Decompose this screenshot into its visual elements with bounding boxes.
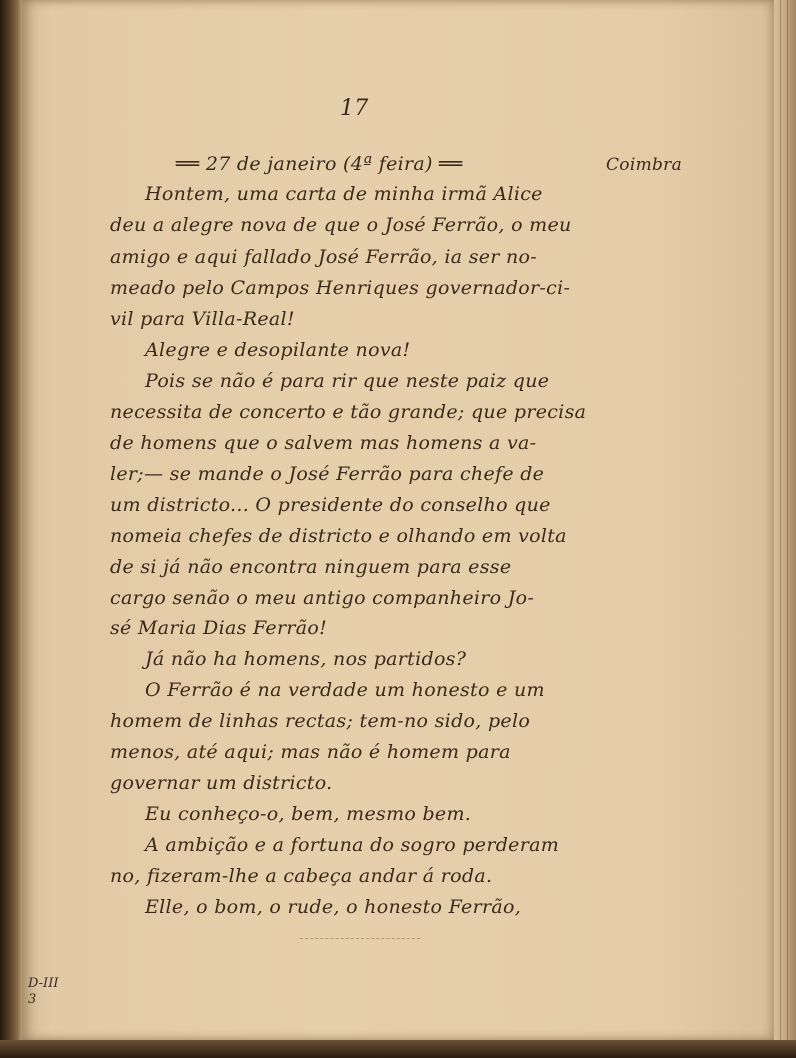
text-line: governar um districto. [110,772,333,794]
text-line: O Ferrão é na verdade um honesto e um [145,679,545,701]
text-line: nomeia chefes de districto e olhando em volta [110,525,567,547]
text-line: sé Maria Dias Ferrão! [110,617,328,639]
binding-edge [0,0,22,1058]
text-line: homem de linhas rectas; tem-no sido, pelo [110,710,531,732]
text-line: de homens que o salvem mas homens a va- [110,432,537,454]
page-stack-edge [774,0,796,1040]
text-line: Já não ha homens, nos partidos? [145,648,467,670]
text-line: ler;— se mande o José Ferrão para chefe de [110,463,545,485]
text-line: Alegre e desopilante nova! [145,339,411,361]
text-line: cargo senão o meu antigo companheiro Jo- [110,587,535,609]
end-rule [300,938,420,940]
text-line: no, fizeram-lhe a cabeça andar á roda. [110,865,493,887]
archive-mark [28,976,58,1008]
date-heading: ══ 27 de janeiro (4ª feira) ══ [176,153,463,175]
text-line: Hontem, uma carta de minha irmã Alice [145,183,543,205]
text-line: meado pelo Campos Henriques governador-ci- [110,277,571,299]
archive-mark-number: 3 [28,992,37,1007]
text-line: vil para Villa-Real! [110,308,295,330]
text-line: Elle, o bom, o rude, o honesto Ferrão, [145,896,522,918]
location-label: Coimbra [606,155,683,175]
text-line: necessita de concerto e tão grande; que precisa [110,401,587,423]
archive-mark-code: D-III [28,976,59,991]
text-line: deu a alegre nova de que o José Ferrão, o meu [110,214,572,236]
text-line: A ambição e a fortuna do sogro perderam [145,834,560,856]
text-line: menos, até aqui; mas não é homem para [110,741,511,763]
text-line: de si já não encontra ninguem para esse [110,556,512,578]
text-line: Eu conheço-o, bem, mesmo bem. [145,803,472,825]
text-line: amigo e aqui fallado José Ferrão, ia ser no- [110,246,538,268]
page-number: 17 [340,96,369,121]
text-line: um districto... O presidente do conselho que [110,494,551,516]
text-line: Pois se não é para rir que neste paiz que [145,370,550,392]
bottom-edge [0,1040,796,1058]
